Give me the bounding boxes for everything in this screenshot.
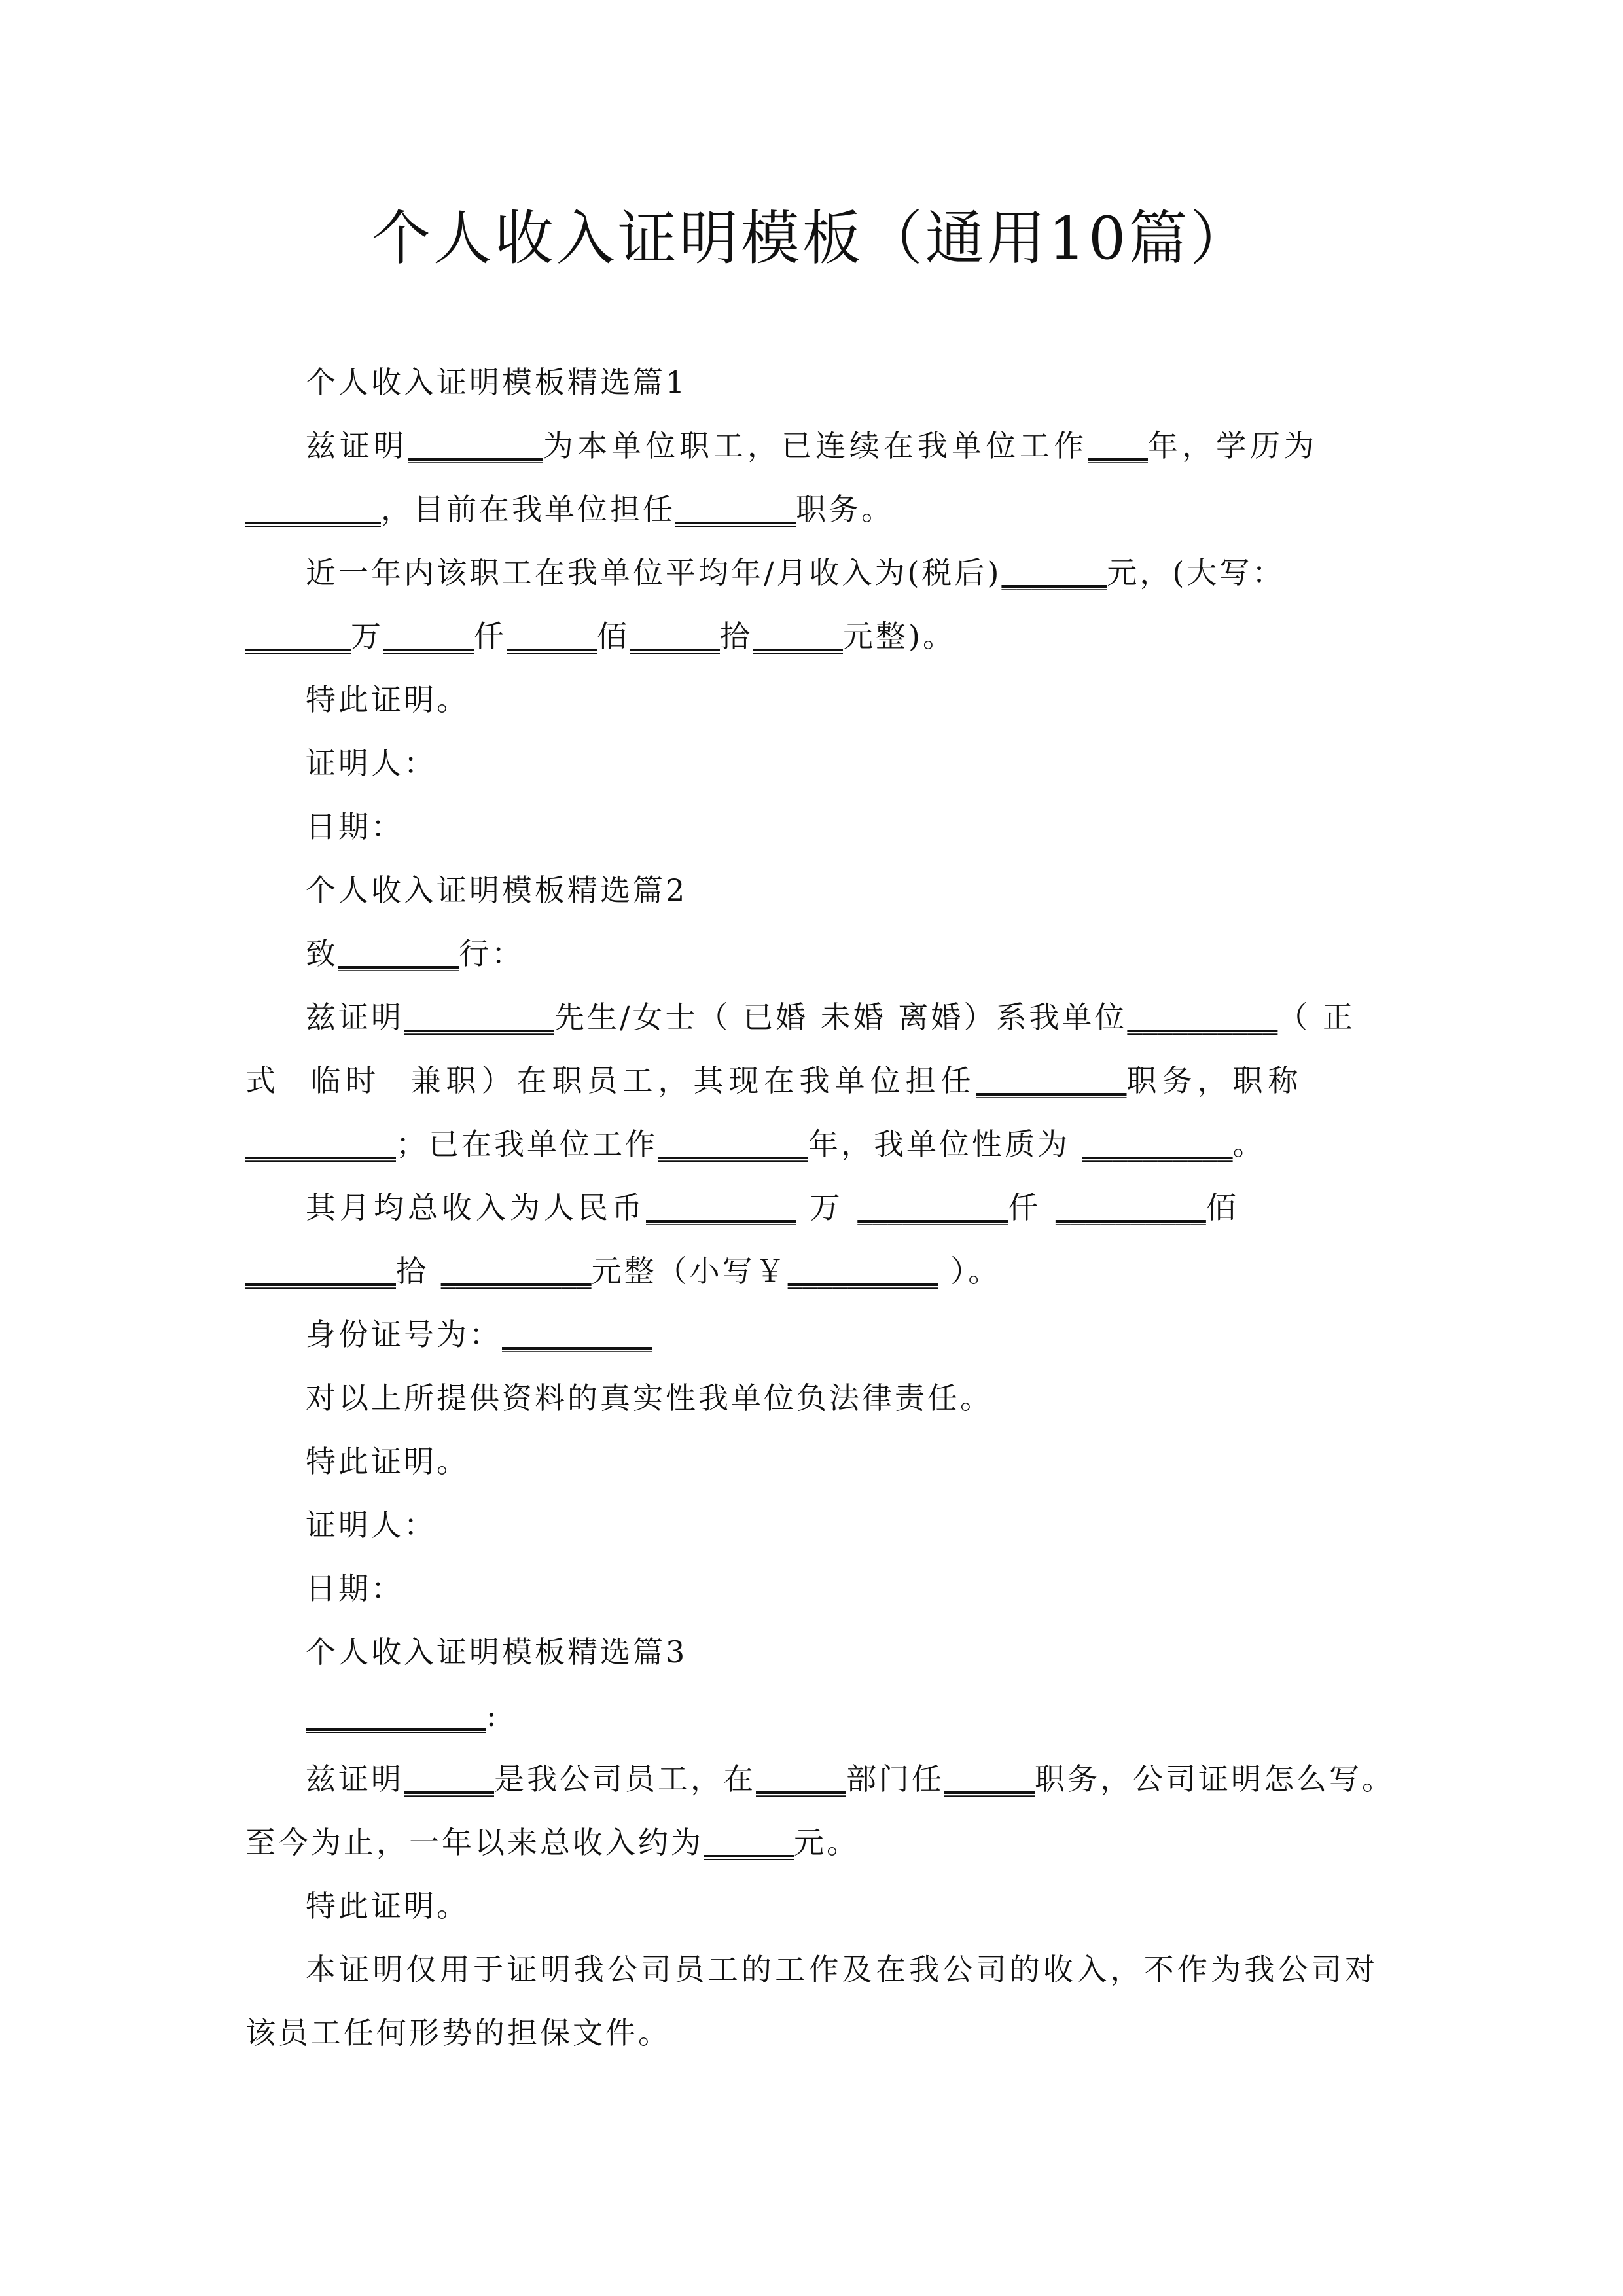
fill-blank[interactable]: __________ [245, 1126, 396, 1162]
text: 万 [810, 1190, 844, 1225]
text-line [185, 1113, 1378, 1176]
fill-blank[interactable]: _________ [408, 428, 543, 463]
text: 元。 [794, 1825, 859, 1860]
fill-blank[interactable]: _______ [245, 619, 351, 654]
text-line [245, 414, 1378, 478]
text-line [245, 1176, 1378, 1240]
text-line [245, 986, 1378, 1049]
text: 至今为止，一年以来总收入约为 [245, 1825, 704, 1860]
fill-blank[interactable]: __________ [245, 1253, 396, 1289]
fill-blank[interactable]: __________ [1082, 1126, 1233, 1162]
text-line [185, 478, 1378, 541]
certifier-label: 证明人： [306, 745, 437, 781]
text: 兹证明 [306, 428, 408, 463]
text: 其月均总收入为人民币 [306, 1190, 646, 1225]
text: : [486, 1698, 499, 1733]
text-line [245, 1748, 1395, 1811]
id-label: 身份证号为： [306, 1317, 502, 1352]
certify-line: 特此证明。 [306, 682, 469, 717]
text-line [185, 605, 1378, 668]
text-line [185, 1240, 1378, 1303]
text: ）。 [950, 1253, 1001, 1289]
text: 先生/女士（ 已婚 未婚 离婚）系我单位 [554, 999, 1128, 1035]
fill-blank[interactable]: __________ [1055, 1190, 1206, 1225]
text-line [185, 1811, 1378, 1874]
certify-line: 特此证明。 [306, 1888, 469, 1924]
fill-blank[interactable]: ______ [507, 619, 597, 654]
text-line [185, 1049, 1378, 1113]
text: 佰 [597, 619, 630, 654]
fill-blank[interactable]: ____________ [306, 1698, 486, 1733]
text: 仟 [1008, 1190, 1043, 1225]
paragraph [245, 1176, 1378, 1303]
fill-blank[interactable]: ______ [404, 1761, 494, 1797]
text: 万 [351, 619, 383, 654]
fill-blank[interactable]: __________ [404, 999, 554, 1035]
section-heading: 个人收入证明模板精选篇1 [306, 365, 688, 400]
fill-blank[interactable]: ______ [753, 619, 843, 654]
fill-blank[interactable]: __________ [440, 1253, 592, 1289]
text: 年，学历为 [1148, 428, 1318, 463]
paragraph [245, 1748, 1395, 1874]
text: ，目前在我单位担任 [381, 492, 675, 527]
text: 职务。 [796, 492, 894, 527]
fill-blank[interactable]: __________ [658, 1126, 808, 1162]
text: 元整（小写￥ [591, 1253, 788, 1289]
text: 元，(大写： [1107, 555, 1285, 590]
paragraph [245, 986, 1378, 1176]
paragraph [245, 541, 1378, 668]
fill-blank[interactable]: __________ [976, 1063, 1127, 1098]
fill-blank[interactable]: ______ [704, 1825, 794, 1860]
text: 为本单位职工，已连续在我单位工作 [543, 428, 1088, 463]
paragraph [245, 922, 1378, 986]
text: 近一年内该职工在我单位平均年/月收入为(税后) [306, 555, 1002, 590]
text: 年，我单位性质为 [808, 1126, 1070, 1162]
text: 拾 [396, 1253, 429, 1289]
text: 。 [1232, 1126, 1266, 1162]
text: 仟 [474, 619, 507, 654]
text: 致 [306, 936, 338, 971]
text: 职务，职称 [1126, 1063, 1304, 1098]
fill-blank[interactable]: __________ [787, 1253, 938, 1289]
fill-blank[interactable]: ________ [675, 492, 796, 527]
fill-blank[interactable]: ______ [630, 619, 720, 654]
text: 兹证明 [306, 1761, 404, 1797]
document-title: 个人收入证明模板（通用10篇） [371, 204, 1252, 273]
text-line [245, 541, 1378, 605]
text: （ 正 [1277, 999, 1355, 1035]
usage-statement: 本证明仅用于证明我公司员工的工作及在我公司的收入，不作为我公司对该员工任何形势的担保文件。 [245, 1952, 1378, 2051]
text: 职务，公司证明怎么写。 [1035, 1761, 1395, 1797]
fill-blank[interactable]: __________ [1127, 999, 1278, 1035]
paragraph [245, 1303, 1378, 1367]
text: 拾 [720, 619, 753, 654]
fill-blank[interactable]: ________ [338, 936, 459, 971]
document-body [245, 351, 1395, 2065]
fill-blank[interactable]: _________ [245, 492, 381, 527]
fill-blank[interactable]: __________ [502, 1317, 652, 1352]
text: ；已在我单位工作 [396, 1126, 658, 1162]
fill-blank[interactable]: __________ [646, 1190, 796, 1225]
date-label: 日期： [306, 1571, 404, 1606]
section-heading: 个人收入证明模板精选篇2 [306, 872, 688, 908]
text: 行： [459, 936, 524, 971]
certify-line: 特此证明。 [306, 1444, 469, 1479]
fill-blank[interactable]: ____ [1088, 428, 1148, 463]
fill-blank[interactable]: ______ [944, 1761, 1035, 1797]
text: 元整)。 [843, 619, 955, 654]
section-heading: 个人收入证明模板精选篇3 [306, 1634, 688, 1670]
liability-statement: 对以上所提供资料的真实性我单位负法律责任。 [306, 1380, 993, 1416]
fill-blank[interactable]: ______ [756, 1761, 846, 1797]
fill-blank[interactable]: ______ [383, 619, 474, 654]
paragraph [245, 1684, 1378, 1748]
fill-blank[interactable]: _______ [1001, 555, 1107, 590]
text: 佰 [1205, 1190, 1240, 1225]
text: 式 临时 兼职）在职员工，其现在我单位担任 [245, 1063, 976, 1098]
date-label: 日期： [306, 809, 404, 844]
fill-blank[interactable]: __________ [857, 1190, 1008, 1225]
text: 兹证明 [306, 999, 404, 1035]
text: 部门任 [846, 1761, 944, 1797]
text: 是我公司员工，在 [494, 1761, 756, 1797]
paragraph [245, 414, 1378, 541]
certifier-label: 证明人： [306, 1507, 437, 1543]
